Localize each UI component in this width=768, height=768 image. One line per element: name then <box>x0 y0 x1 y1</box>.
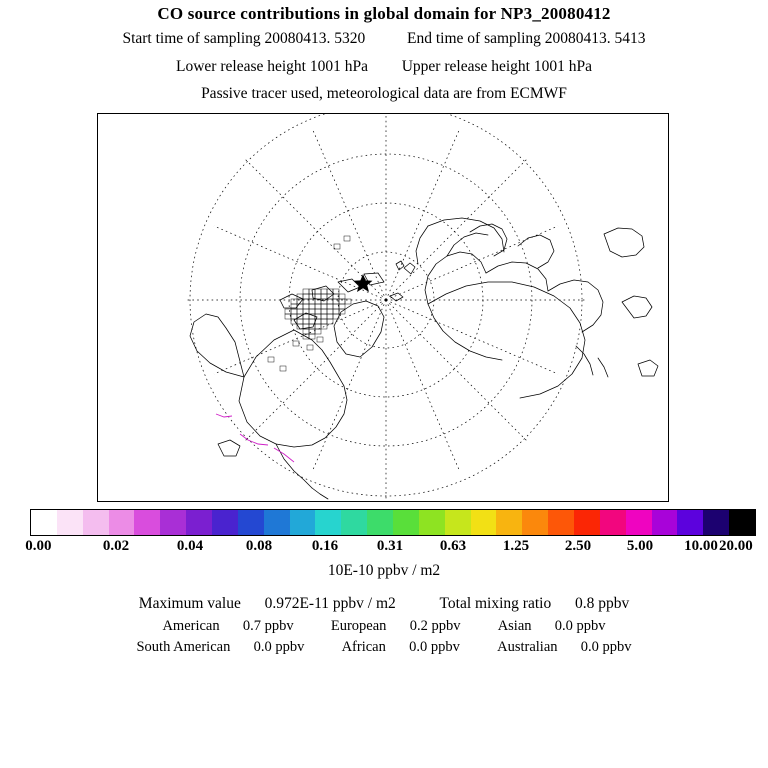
graticule-meridians <box>186 114 586 500</box>
map-svg <box>98 114 668 501</box>
colorbar-swatch-16 <box>445 510 471 535</box>
region-value-european: 0.2 ppbv <box>409 618 461 634</box>
region-name-australian: Australian <box>497 639 558 655</box>
colorbar-swatch-7 <box>212 510 238 535</box>
colorbar-swatch-10 <box>290 510 316 535</box>
region-value-african: 0.0 ppbv <box>409 639 460 655</box>
footer-row-max <box>0 595 768 613</box>
colorbar-swatch-13 <box>367 510 393 535</box>
footer-stats <box>0 595 768 660</box>
colorbar-swatch-8 <box>238 510 264 535</box>
max-value-label: Maximum value <box>138 595 241 612</box>
colorbar-tick-6: 0.63 <box>439 538 467 554</box>
lower-height-value: 1001 hPa <box>309 58 368 75</box>
lower-height-label: Lower release height <box>176 58 306 75</box>
colorbar-swatch-0 <box>31 510 57 535</box>
colorbar-swatch-18 <box>496 510 522 535</box>
colorbar-swatch-11 <box>315 510 341 535</box>
colorbar-swatch-20 <box>548 510 574 535</box>
end-time-label: End time of sampling <box>407 30 541 47</box>
colorbar-tick-5: 0.31 <box>376 538 404 554</box>
colorbar <box>30 509 756 536</box>
region-name-asian: Asian <box>497 618 532 634</box>
colorbar-tick-10: 10.00 <box>684 538 718 554</box>
colorbar-swatch-22 <box>600 510 626 535</box>
footer-row-regions-1 <box>0 618 768 635</box>
colorbar-swatch-21 <box>574 510 600 535</box>
colorbar-swatch-26 <box>703 510 729 535</box>
page-title: CO source contributions in global domain for NP3_20080412 <box>157 4 611 23</box>
release-height-line <box>0 58 768 76</box>
colorbar-tick-8: 2.50 <box>564 538 592 554</box>
colorbar-tick-7: 1.25 <box>502 538 530 554</box>
release-marker-icon <box>354 274 373 292</box>
colorbar-tick-labels <box>0 538 768 556</box>
colorbar-swatch-1 <box>57 510 83 535</box>
colorbar-unit-label: 10E-10 ppbv / m2 <box>327 562 441 579</box>
upper-height-value: 1001 hPa <box>533 58 592 75</box>
start-time-label: Start time of sampling <box>122 30 261 47</box>
colorbar-swatch-4 <box>134 510 160 535</box>
region-value-south-american: 0.0 ppbv <box>253 639 305 655</box>
colorbar-swatch-24 <box>652 510 678 535</box>
colorbar-tick-2: 0.04 <box>176 538 204 554</box>
end-time-value: 20080413. 5413 <box>544 30 646 47</box>
colorbar-swatch-5 <box>160 510 186 535</box>
plume-cells <box>268 236 351 371</box>
total-mixing-ratio-label: Total mixing ratio <box>439 595 552 612</box>
colorbar-swatch-15 <box>419 510 445 535</box>
colorbar-tick-9: 5.00 <box>626 538 654 554</box>
colorbar-tick-3: 0.08 <box>245 538 273 554</box>
region-value-american: 0.7 ppbv <box>242 618 294 634</box>
colorbar-swatch-19 <box>522 510 548 535</box>
colorbar-swatch-2 <box>83 510 109 535</box>
colorbar-swatch-12 <box>341 510 367 535</box>
region-name-south-american: South American <box>136 639 231 655</box>
colorbar-swatch-6 <box>186 510 212 535</box>
colorbar-swatch-25 <box>677 510 703 535</box>
region-name-african: African <box>341 639 386 655</box>
tracer-note: Passive tracer used, meteorological data are from ECMWF <box>201 85 567 102</box>
plume-trace-faint <box>216 414 294 462</box>
colorbar-tick-11: 20.00 <box>719 538 753 554</box>
footer-row-regions-2 <box>0 639 768 656</box>
colorbar-tick-0: 0.00 <box>25 538 52 554</box>
region-name-european: European <box>330 618 387 634</box>
max-value-value: 0.972E-11 ppbv / m2 <box>264 595 396 612</box>
region-name-american: American <box>162 618 220 634</box>
map-plot-area <box>97 113 669 502</box>
colorbar-swatch-9 <box>264 510 290 535</box>
region-value-australian: 0.0 ppbv <box>580 639 632 655</box>
colorbar-swatch-3 <box>109 510 135 535</box>
colorbar-swatch-14 <box>393 510 419 535</box>
colorbar-swatch-23 <box>626 510 652 535</box>
colorbar-swatch-27 <box>729 510 755 535</box>
sampling-time-line <box>0 30 768 48</box>
coastlines <box>190 218 658 499</box>
colorbar-tick-1: 0.02 <box>102 538 130 554</box>
colorbar-tick-4: 0.16 <box>311 538 339 554</box>
total-mixing-ratio-value: 0.8 ppbv <box>574 595 630 612</box>
upper-height-label: Upper release height <box>401 58 530 75</box>
start-time-value: 20080413. 5320 <box>264 30 366 47</box>
colorbar-swatch-17 <box>471 510 497 535</box>
region-value-asian: 0.0 ppbv <box>554 618 606 634</box>
